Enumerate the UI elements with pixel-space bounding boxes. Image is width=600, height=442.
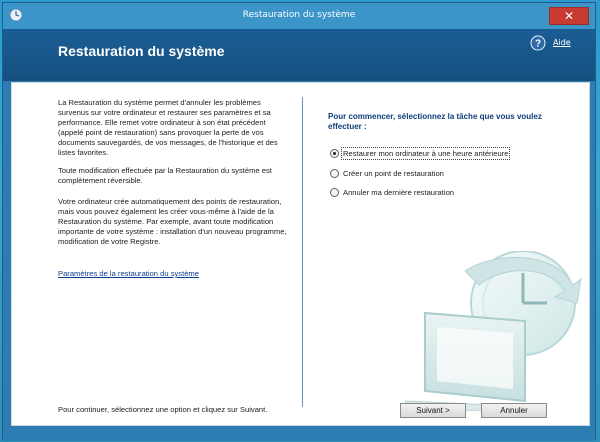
option-label[interactable]: Créer un point de restauration — [343, 168, 444, 178]
option-create-point[interactable] — [330, 167, 444, 179]
intro-paragraph: La Restauration du système permet d'annuler les problèmes survenus sur votre ordinateur et restaurer ses paramètres et sa performance. Elle remet votre ordinateur à son état précédent (appelé point de restauration) sans provoquer la perte de vos documents sauvegardés, de vos messages, de l'historique et des listes favorites. — [58, 98, 278, 157]
svg-text:?: ? — [534, 38, 542, 50]
column-divider — [302, 97, 303, 407]
system-restore-window — [2, 2, 596, 440]
page-title: Restauration du système — [58, 43, 225, 59]
radio-undo-last[interactable] — [330, 188, 339, 197]
option-label[interactable]: Restaurer mon ordinateur à une heure antérieure — [343, 148, 509, 158]
reversible-paragraph: Toute modification effectuée par la Restauration du système est complètement réversible. — [58, 166, 272, 185]
cancel-button[interactable]: Annuler — [481, 403, 547, 418]
restore-points-paragraph: Votre ordinateur crée automatiquement des points de restauration, mais vous pouvez également les créer vous-même à l'aide de la Restauration du système. Par exemple, avant toute modification importante de votre système : installation d'un nouveau programme, modification de votre Registre. — [58, 197, 287, 246]
help-link[interactable]: Aide — [553, 38, 571, 47]
restore-settings-link[interactable]: Paramètres de la restauration du système — [58, 269, 199, 278]
next-button[interactable]: Suivant > — [400, 403, 466, 418]
window-title: Restauration du système — [242, 10, 356, 20]
help-icon[interactable] — [529, 34, 547, 52]
title-bar[interactable] — [3, 3, 595, 29]
radio-restore-earlier[interactable] — [330, 149, 339, 158]
header-banner — [3, 29, 595, 81]
radio-create-point[interactable] — [330, 169, 339, 178]
footer-hint: Pour continuer, sélectionnez une option et cliquez sur Suivant. — [58, 405, 268, 414]
task-prompt: Pour commencer, sélectionnez la tâche que vous voulez effectuer : — [328, 112, 542, 131]
close-button[interactable]: ✕ — [549, 7, 589, 25]
window-bottom-frame — [3, 427, 595, 441]
clock-monitor-illustration — [405, 251, 585, 411]
wizard-content — [11, 82, 590, 426]
option-restore-earlier[interactable] — [330, 147, 508, 159]
option-undo-last[interactable] — [330, 186, 454, 198]
option-label[interactable]: Annuler ma dernière restauration — [343, 187, 455, 197]
